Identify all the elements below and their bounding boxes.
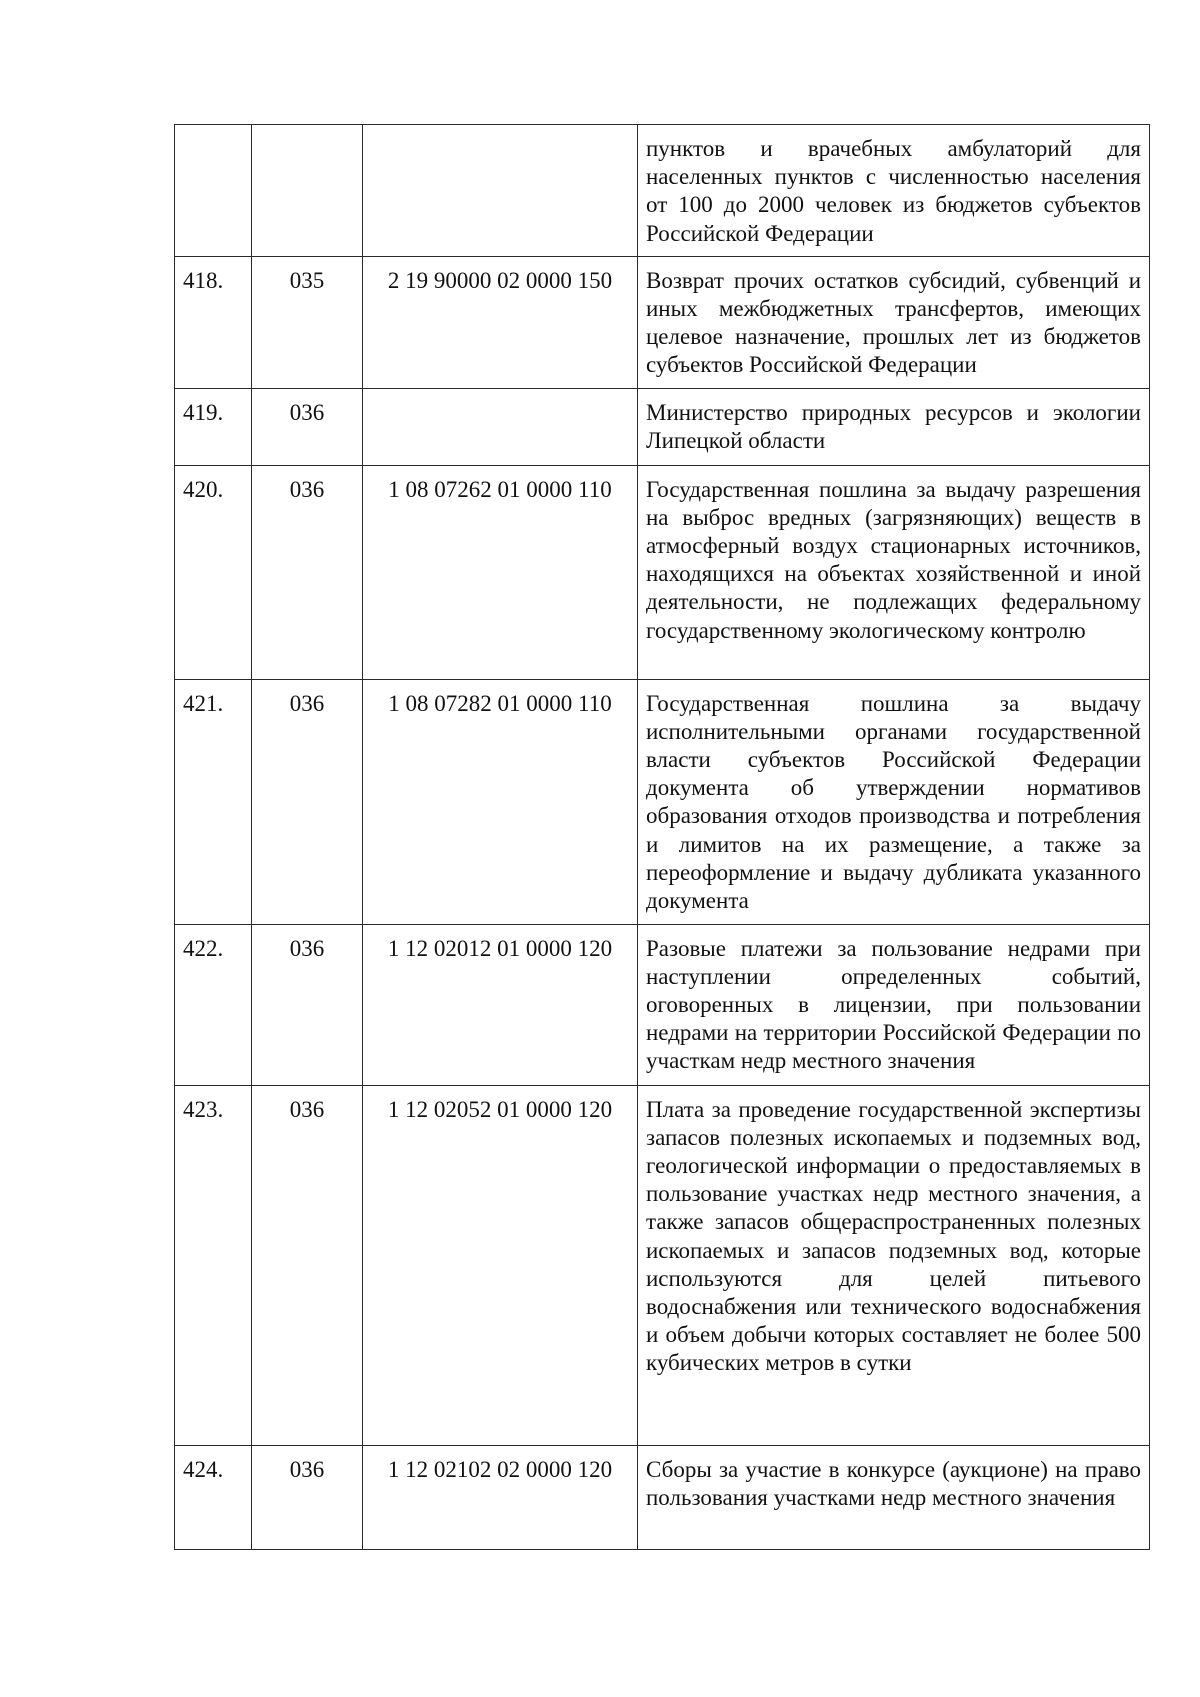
revenue-description: Разовые платежи за пользование недрами при наступлении определенных событий, оговоренных в лицензии, при пользовании недрами на территории Российской Федерации по участкам недр местного значения (638, 924, 1150, 1085)
budget-classification-code: 1 08 07262 01 0000 110 (363, 465, 638, 679)
table-row (175, 125, 1150, 257)
admin-code: 036 (252, 388, 363, 465)
budget-classification-code: 2 19 90000 02 0000 150 (363, 256, 638, 388)
budget-classification-code: 1 12 02052 01 0000 120 (363, 1085, 638, 1445)
revenue-description: пунктов и врачебных амбулаторий для населенных пунктов с численностью населения от 100 до 2000 человек из бюджетов субъектов Российской Федерации (638, 125, 1150, 257)
admin-code: 036 (252, 1085, 363, 1445)
row-number: 424. (175, 1445, 252, 1549)
table-row (175, 388, 1150, 465)
row-number (175, 125, 252, 257)
table-row (175, 679, 1150, 924)
revenue-description: Сборы за участие в конкурсе (аукционе) на право пользования участками недр местного значения (638, 1445, 1150, 1549)
budget-classification-code: 1 12 02102 02 0000 120 (363, 1445, 638, 1549)
revenue-description: Государственная пошлина за выдачу исполнительными органами государственной власти субъектов Российской Федерации документа об утверждении нормативов образования отходов производства и потребления и лимитов на их размещение, а также за переоформление и выдачу дубликата указанного документа (638, 679, 1150, 924)
budget-classification-code (363, 388, 638, 465)
row-number: 422. (175, 924, 252, 1085)
row-number: 418. (175, 256, 252, 388)
admin-code: 036 (252, 465, 363, 679)
admin-code: 036 (252, 679, 363, 924)
admin-code (252, 125, 363, 257)
revenue-description: Возврат прочих остатков субсидий, субвенций и иных межбюджетных трансфертов, имеющих целевое назначение, прошлых лет из бюджетов субъектов Российской Федерации (638, 256, 1150, 388)
admin-code: 035 (252, 256, 363, 388)
revenue-codes-table (174, 124, 1150, 1550)
row-number: 423. (175, 1085, 252, 1445)
row-number: 419. (175, 388, 252, 465)
table-row (175, 256, 1150, 388)
table-row (175, 1085, 1150, 1445)
admin-code: 036 (252, 1445, 363, 1549)
row-number: 420. (175, 465, 252, 679)
row-number: 421. (175, 679, 252, 924)
table-row (175, 465, 1150, 679)
table-row (175, 924, 1150, 1085)
admin-code: 036 (252, 924, 363, 1085)
revenue-description: Государственная пошлина за выдачу разрешения на выброс вредных (загрязняющих) веществ в атмосферный воздух стационарных источников, находящихся на объектах хозяйственной и иной деятельности, не подлежащих федеральному государственному экологическому контролю (638, 465, 1150, 679)
budget-classification-code (363, 125, 638, 257)
revenue-description: Плата за проведение государственной экспертизы запасов полезных ископаемых и подземных вод, геологической информации о предоставляемых в пользование участках недр местного значения, а также запасов общераспространенных полезных ископаемых и запасов подземных вод, которые используются для целей питьевого водоснабжения или технического водоснабжения и объем добычи которых составляет не более 500 кубических метров в сутки (638, 1085, 1150, 1445)
table-row (175, 1445, 1150, 1549)
revenue-description: Министерство природных ресурсов и экологии Липецкой области (638, 388, 1150, 465)
budget-classification-code: 1 08 07282 01 0000 110 (363, 679, 638, 924)
budget-classification-code: 1 12 02012 01 0000 120 (363, 924, 638, 1085)
